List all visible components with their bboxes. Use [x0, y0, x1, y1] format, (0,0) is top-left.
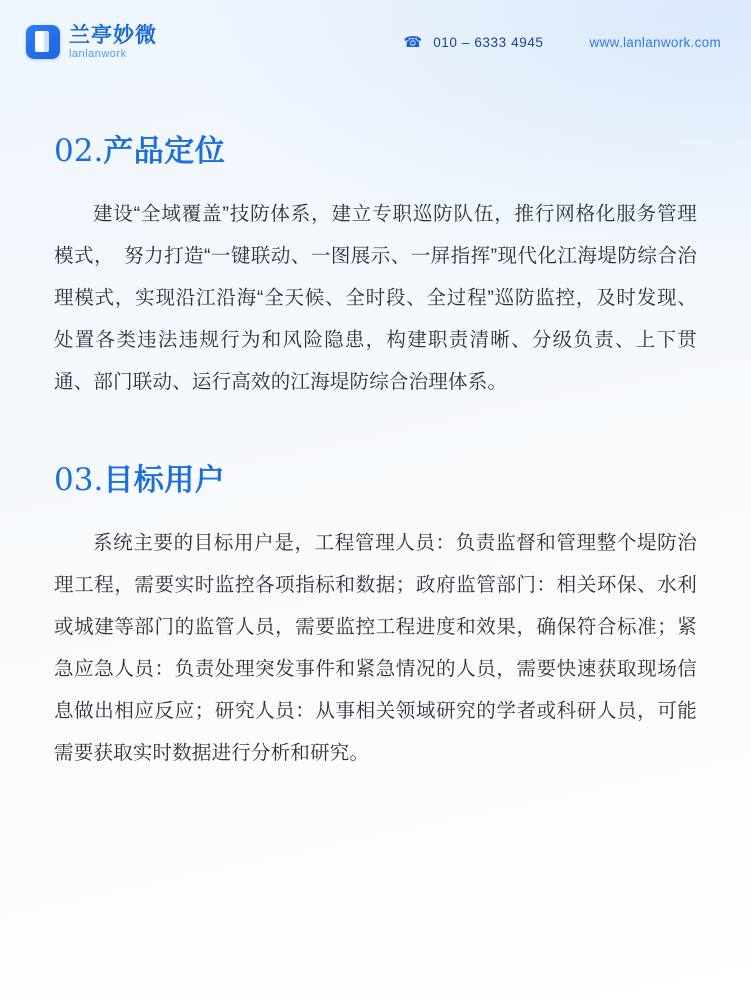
- brand-logo-text: [69, 25, 157, 60]
- phone-number: 010 – 6333 4945: [433, 34, 544, 50]
- contact-phone[interactable]: [404, 35, 544, 50]
- website-link[interactable]: www.lanlanwork.com: [589, 34, 721, 50]
- section-number: 03.: [54, 461, 104, 498]
- brand-name-cn: 兰亭妙微: [69, 23, 157, 47]
- brand-logo[interactable]: [26, 25, 157, 60]
- section-target-users: [54, 461, 697, 774]
- page-header: [0, 0, 751, 84]
- book-logo-icon: [26, 25, 60, 59]
- telephone-icon: ☎: [403, 33, 423, 51]
- document-body: [0, 84, 751, 774]
- section-product-positioning: [54, 132, 697, 403]
- section-paragraph: 系统主要的目标用户是，工程管理人员：负责监督和管理整个堤防治理工程，需要实时监控各项指标和数据；政府监管部门：相关环保、水利或城建等部门的监管人员，需要监控工程进度和效果，确保符合标准；紧急应急人员：负责处理突发事件和紧急情况的人员，需要快速获取现场信息做出相应反应；研究人员：从事相关领域研究的学者或科研人员，可能需要获取实时数据进行分析和研究。: [54, 531, 697, 764]
- section-paragraph: 建设“全域覆盖”技防体系，建立专职巡防队伍，推行网格化服务管理模式， 努力打造“一键联动、一图展示、一屏指挥”现代化江海堤防综合治理模式，实现沿江沿海“全天候、全时段、全过程”巡防监控，及时发现、处置各类违法违规行为和风险隐患，构建职责清晰、分级负责、上下贯通、部门联动、运行高效的江海堤防综合治理体系。: [54, 202, 697, 393]
- section-heading: [54, 461, 697, 500]
- section-title-text: 目标用户: [103, 463, 226, 497]
- section-number: 02.: [54, 133, 104, 169]
- header-contact-group: [404, 35, 722, 50]
- section-heading: [54, 132, 697, 171]
- section-title-text: 产品定位: [103, 135, 226, 168]
- brand-name-en: lanlanwork: [69, 47, 127, 60]
